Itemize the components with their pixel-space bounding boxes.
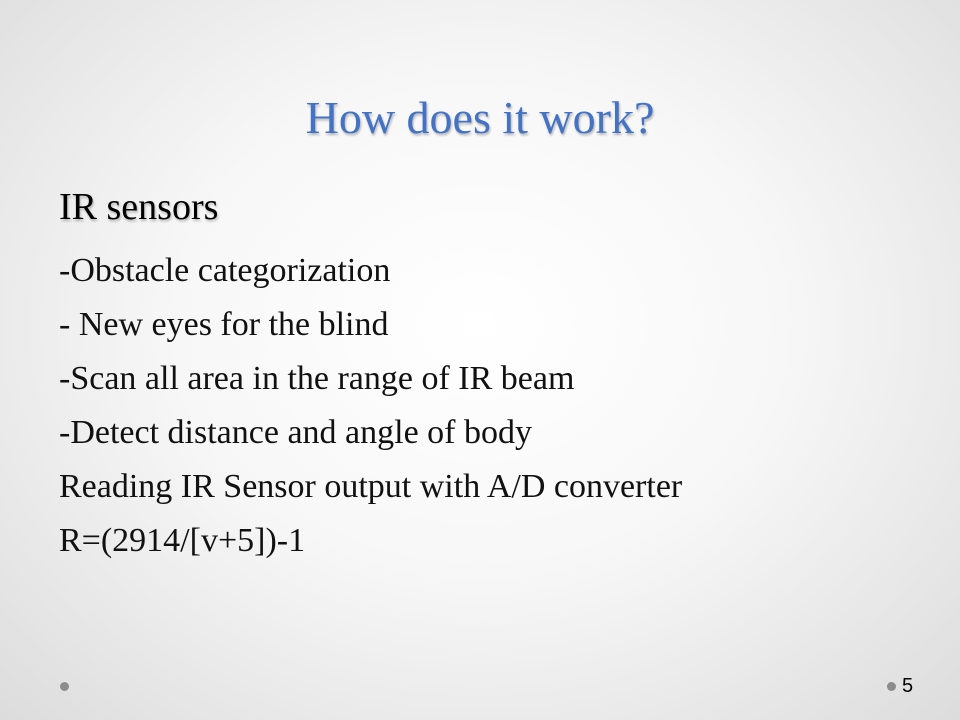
slide-title: How does it work? (305, 92, 655, 143)
body-text (59, 244, 682, 568)
body-line-reading: Reading IR Sensor output with A/D converter (59, 468, 683, 505)
body-line-obstacle: -Obstacle categorization (59, 252, 391, 289)
body-line-scan: -Scan all area in the range of IR beam (59, 360, 575, 397)
slide-subheading: IR sensors (59, 186, 219, 228)
body-line-formula: R=(2914/[v+5])-1 (59, 522, 306, 559)
body-line-new-eyes: - New eyes for the blind (59, 306, 389, 343)
footer-left-bullet-icon (60, 682, 69, 691)
body-line-detect: -Detect distance and angle of body (59, 414, 532, 451)
footer-right-bullet-icon (887, 682, 896, 691)
slide-number: 5 (902, 675, 914, 697)
